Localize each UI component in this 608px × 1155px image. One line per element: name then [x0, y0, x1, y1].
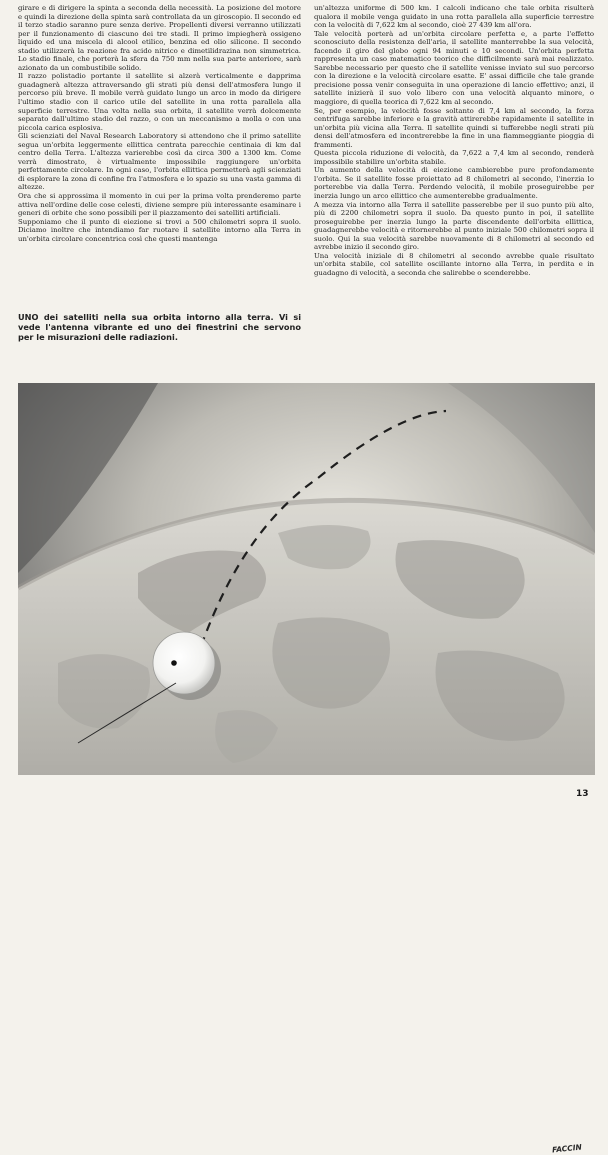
article-paragraph: Un aumento della velocità di eiezione cambierebbe pure profondamente l'orbita. Se il satellite fosse proiettato ad 8 chilometri al secondo, l'inerzia lo porterebbe via dalla Terra. Perdendo velocità, il mobile proseguirebbe per inerzia lungo un arco ellittico che aumenterebbe gradualmente. [314, 166, 594, 201]
article-paragraph: Tale velocità porterà ad un'orbita circolare perfetta e, a parte l'effetto sconosciuto della resistenza dell'aria, il satellite manterrebbe la sua velocità, facendo il giro del globo ogni 94 minuti e 10 secondi. Un'orbita perfetta rappresenta un caso matematico teorico che difficilmente sarà mai realizzato. Sarebbe necessario per questo che il satellite venisse inviato sul suo percorso con la direzione e la velocità circolare esatte. E' assai difficile che tale grande precisione possa venir conseguita in una operazione di lancio effettivo; anzi, il satellite inizierà il suo volo libero con una velocità alquanto minore, o maggiore, di quella teorica di 7,622 km al secondo. [314, 29, 594, 107]
figure-caption: UNO dei satelliti nella sua orbita intorno alla terra. Vi si vede l'antenna vibrante ed uno dei finestrini che servono per le misurazioni delle radiazioni. [18, 312, 301, 343]
satellite-window [171, 660, 177, 666]
article-paragraph: A mezza via intorno alla Terra il satellite passerebbe per il suo punto più alto, più di 2200 chilometri sopra il suolo. Da questo punto in poi, il satellite proseguirebbe per inerzia lungo la parte discendente dell'orbita ellittica, guadagnerebbe velocità e ritornerebbe al punto iniziale 500 chilometri sopra il suolo. Qui la sua velocità sarebbe nuovamente di 8 chilometri al secondo ed avrebbe inizio il secondo giro. [314, 200, 594, 252]
article-paragraph: girare e di dirigere la spinta a seconda della necessità. La posizione del motore e quindi la direzione della spinta sarà controllata da un giroscopio. Il secondo ed il terzo stadio saranno pure senza derive. Propellenti diversi verranno utilizzati per il funzionamento di ciascuno dei tre stadi. Il primo impiegherà ossigeno liquido ed una miscela di alcool etilico, benzina ed olio silicone. Il secondo stadio utilizzerà la reazione fra acido nitrico e dimetilidrazina non simmetrica. Lo stadio finale, che porterà la sfera da 750 mm nella sua parte anteriore, sarà azionato da un combustibile solido. [18, 4, 301, 72]
article-paragraph: Questa piccola riduzione di velocità, da 7,622 a 7,4 km al secondo, renderà impossibile stabilire un'orbita stabile. [314, 149, 594, 166]
article-left-column [18, 4, 301, 243]
article-paragraph: un'altezza uniforme di 500 km. I calcoli indicano che tale orbita risulterà qualora il mobile venga guidato in una rotta parallela alla superficie terrestre con la velocità di 7,622 km al secondo, cioè 27 439 km all'ora. [314, 4, 594, 30]
article-paragraph: Supponiamo che il punto di eiezione si trovi a 500 chilometri sopra il suolo. Diciamo inoltre che intendiamo far ruotare il satellite intorno alla Terra in un'orbita circolare concentrica così che questi mantenga [18, 217, 301, 243]
artist-signature: FACCIN [551, 1142, 583, 1155]
article-paragraph: Se, per esempio, la velocità fosse soltanto di 7,4 km al secondo, la forza centrifuga sarebbe inferiore e la gravità attirerebbe rapidamente il satellite in un'orbita più vicina alla Terra. Il satellite quindi si tufferebbe negli strati più densi dell'atmosfera ed incontrerebbe la fine in una fiammeggiante pioggia di frammenti. [314, 106, 594, 149]
article-right-column [314, 4, 594, 278]
article-paragraph: Una velocità iniziale di 8 chilometri al secondo avrebbe quale risultato un'orbita stabile, col satellite oscillante intorno alla Terra, in perdita e in guadagno di velocità, a seconda che salirebbe o scenderebbe. [314, 251, 594, 277]
article-paragraph: Ora che si approssima il momento in cui per la prima volta prenderemo parte attiva nell'ordine delle cose celesti, diviene sempre più interessante esaminare i generi di orbite che sono possibili per il piazzamento dei satelliti artificiali. [18, 192, 301, 218]
article-paragraph: Il razzo polistadio portante il satellite si alzerà verticalmente e dapprima guadagnerà altezza attraversando gli strati più densi dell'atmosfera lungo il percorso più breve. Il mobile verrà guidato lungo un arco in modo da dirigere l'ultimo stadio con il carico utile del satellite in una rotta parallela alla superficie terrestre. Una volta nella sua orbita, il satellite verrà dolcemente separato dall'ultimo stadio del razzo, o con un meccanismo a molla o con una piccola carica esplosiva. [18, 72, 301, 132]
page-number: 13 [576, 789, 589, 799]
article-paragraph: Gli scienziati del Naval Research Laboratory si attendono che il primo satellite segua un'orbita leggermente ellittica centrata parecchie centinaia di km dal centro della Terra. L'altezza varierebbe così da circa 300 a 1300 km. Come verrà dimostrato, è virtualmente impossibile raggiungere un'orbita perfettamente circolare. In ogni caso, l'orbita ellittica permetterà agli scienziati di esplorare la zona di confine fra l'atmosfera e lo spazio su una vasta gamma di altezze. [18, 132, 301, 192]
